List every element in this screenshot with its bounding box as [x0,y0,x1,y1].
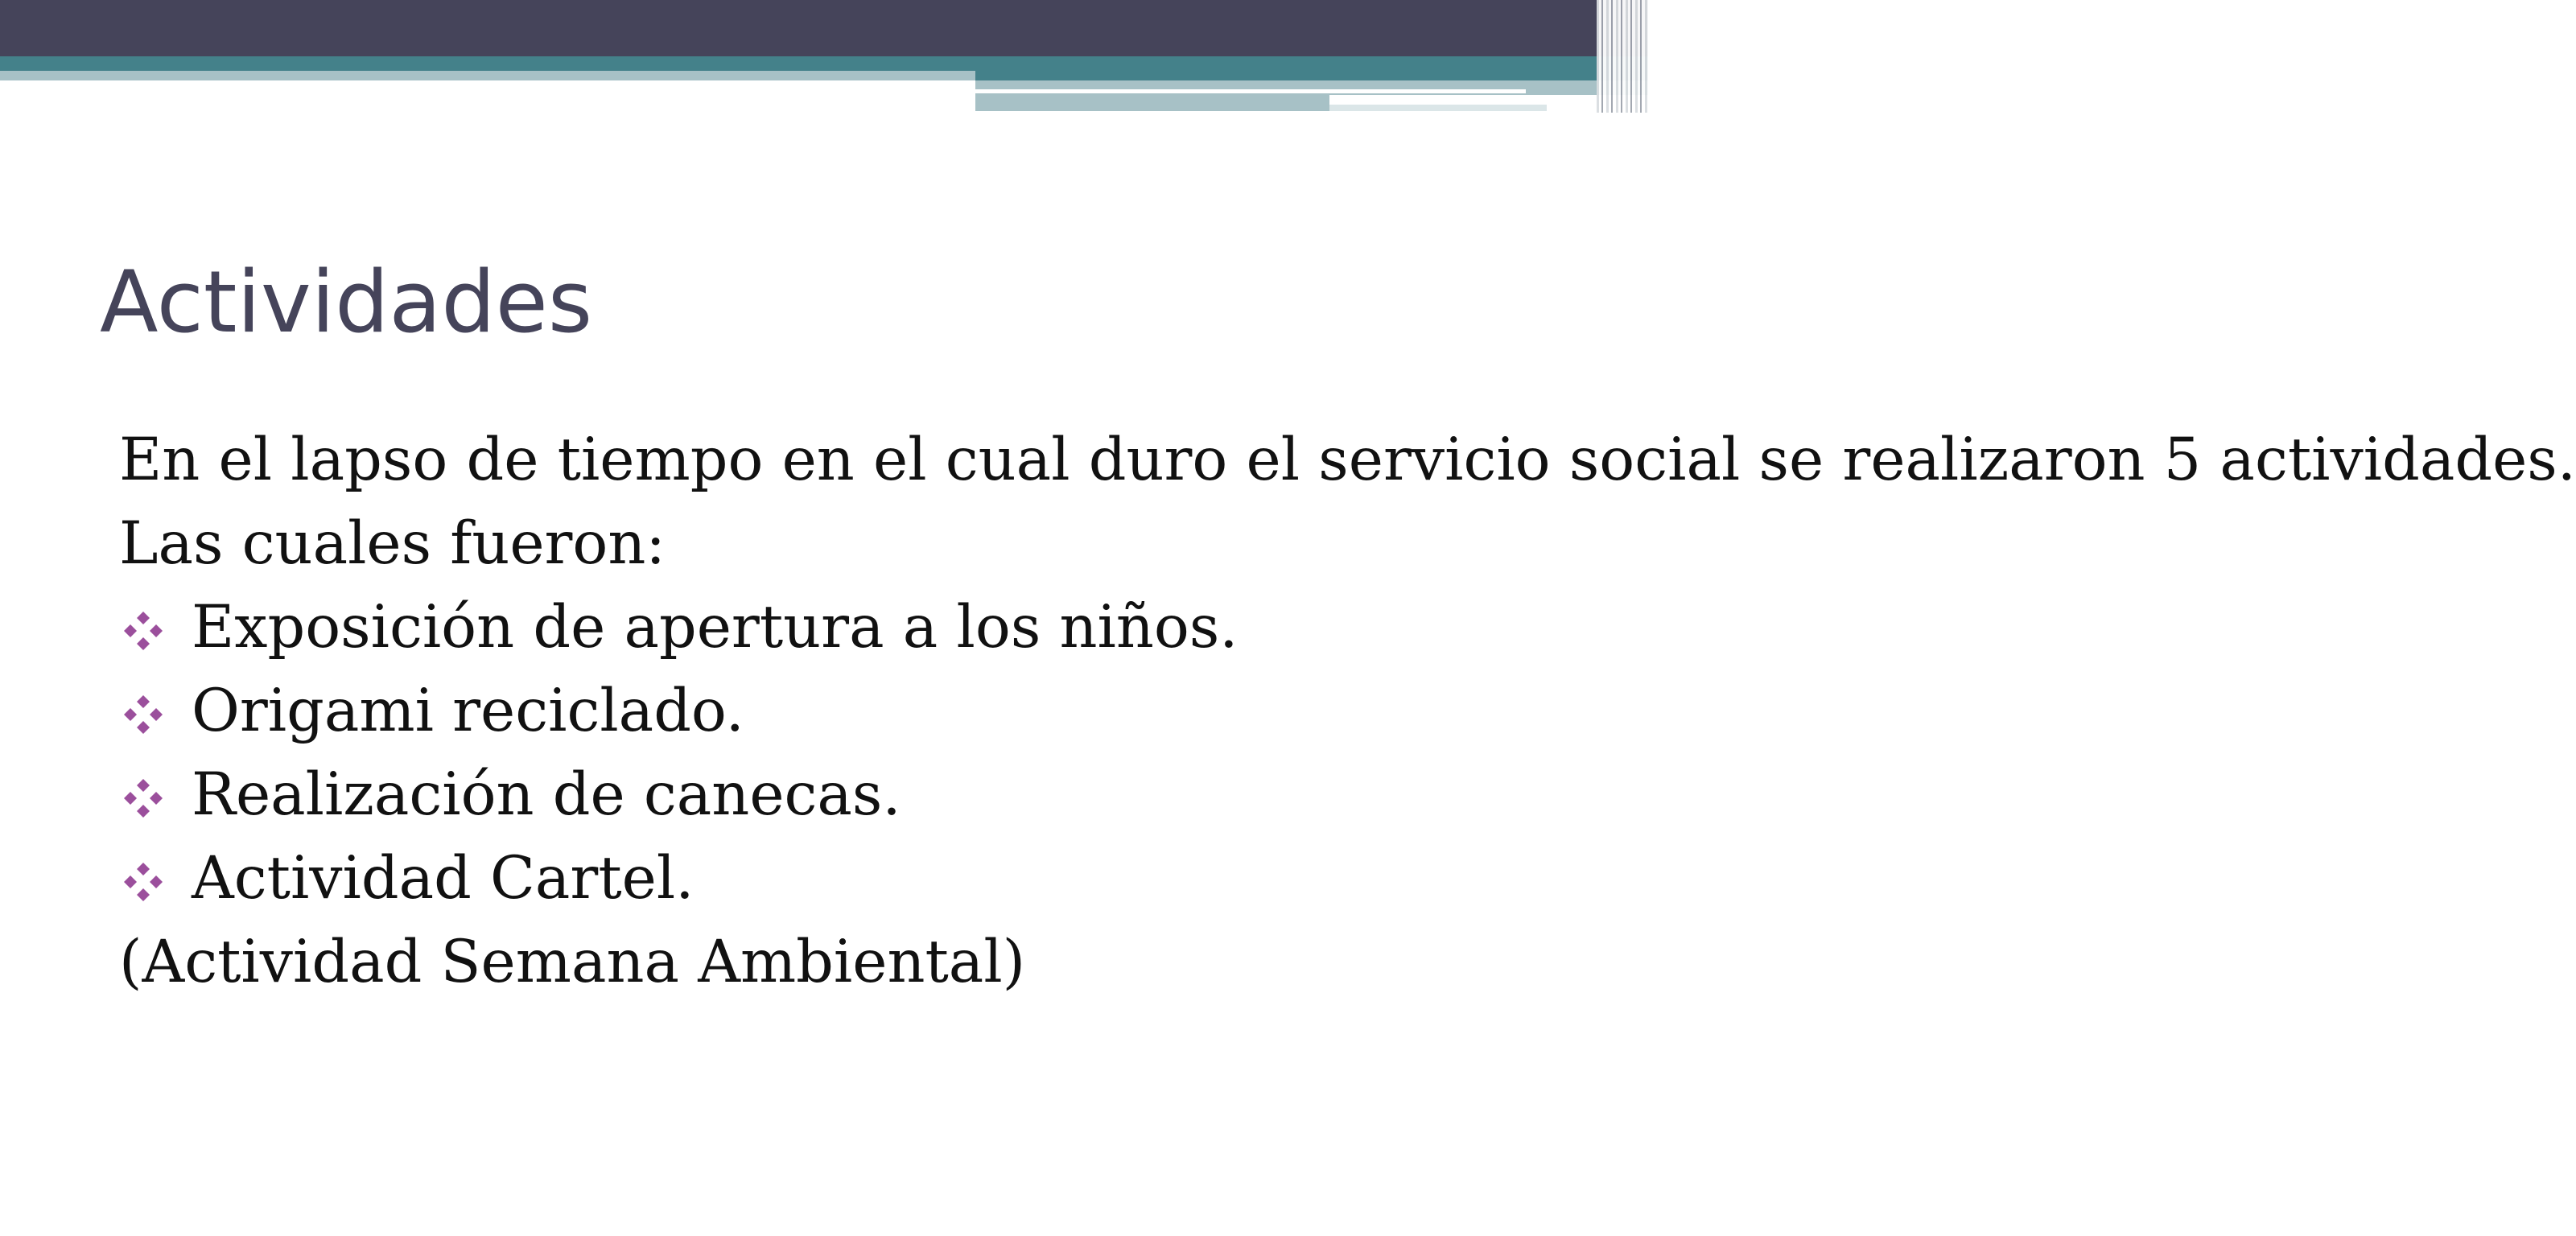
lead-paragraph: Las cuales fueron: [119,509,666,578]
activity-list [119,586,1616,921]
four-diamond-icon [122,777,164,819]
footnote: (Actividad Semana Ambiental) [119,928,1026,996]
header-bar-light-left [0,71,975,80]
header-bar-dark [0,0,1648,56]
list-item-text: Origami reciclado. [192,677,744,745]
header-bar-lower [975,95,1329,111]
list-item [119,837,1616,921]
slide-title: Actividades [100,253,593,352]
four-diamond-icon [122,610,164,652]
header-bar-lower-end [1329,105,1547,111]
list-item-text: Exposición de apertura a los niños. [192,593,1239,661]
list-item [119,586,1616,670]
four-diamond-icon [122,694,164,735]
header-stripes [1597,0,1648,113]
list-item-text: Realización de canecas. [192,760,901,829]
four-diamond-icon [122,861,164,903]
list-item [119,670,1616,753]
intro-paragraph: En el lapso de tiempo en el cual duro el servicio social se realizaron 5 actividades. [119,426,2576,494]
list-item [119,753,1616,837]
header-bar-teal-right [975,71,1648,80]
header-bar-teal [0,56,1648,71]
slide-body [119,418,2576,1004]
list-item-text: Actividad Cartel. [192,844,694,913]
header-divider-line [975,89,1526,93]
